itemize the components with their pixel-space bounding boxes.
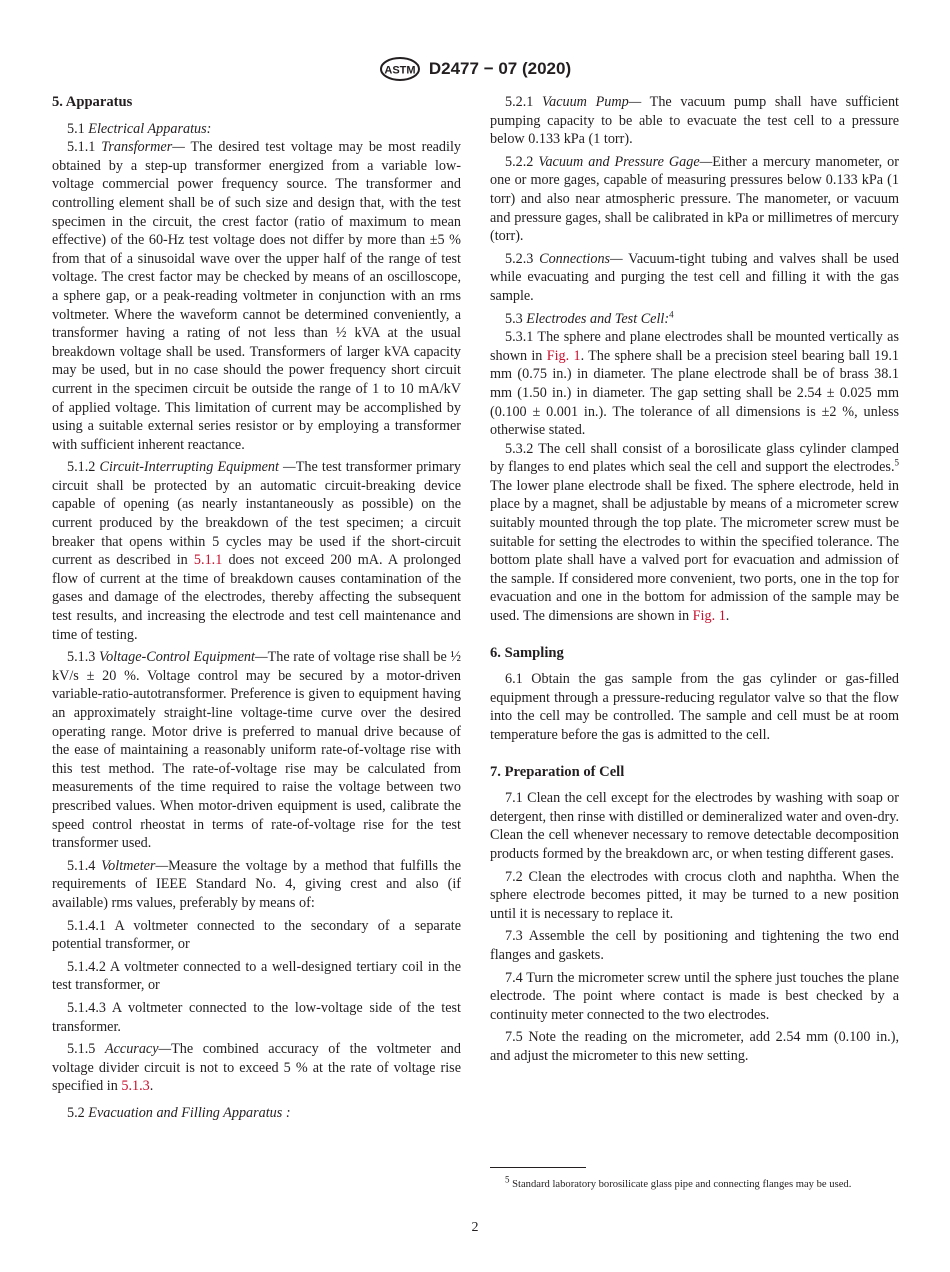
- para-7-1: 7.1 Clean the cell except for the electrodes by washing with soap or detergent, then rinse with distilled or demineralized water and oven-dry. Clean the cell whenever necessary to remove detectable decomposition products formed by the breakdown arc, or when testing different gases.: [490, 790, 899, 862]
- para-5-3: 5.3 Electrodes and Test Cell:$^4$: [505, 308, 674, 327]
- para-5-2-2: 5.2.2 Vacuum and Pressure Gage—Either a mercury manometer, or one or more gages, capable of measuring pressures below 0.133 kPa (1 torr) and also near atmospheric pressure. The manometer, or vacuum and pressure gages, shall be calibrated in kPa or millimetres of mercury (torr).: [490, 153, 899, 245]
- para-7-5: 7.5 Note the reading on the micrometer, add 2.54 mm (0.100 in.), and adjust the micrometer to this new setting.: [490, 1029, 899, 1064]
- fig-1-link[interactable]: Fig. 1: [546, 347, 581, 364]
- footnote-divider: [490, 1167, 586, 1168]
- svg-text:ASTM: ASTM: [384, 64, 416, 77]
- para-5-1: 5.1 Electrical Apparatus:: [67, 120, 212, 137]
- para-5-3-2: 5.3.2 The cell shall consist of a borosilicate glass cylinder clamped by flanges to end plates which seal the cell and support the electrodes.$^5$ The lower plane electrode shall be fixed. The sphere electrode, held in place by a magnet, shall be adjustable by means of a micrometer screw suitably mounted through the top plate. The micrometer screw must be suitable for setting the electrodes to within the specified tolerance. The bottom plate shall have a valved port for evacuation and admission of the sample. If considered more convenient, two ports, one in the top for evacuation and one in the bottom for admission of the sample may be used. The dimensions are shown in Fig. 1.: [490, 440, 899, 625]
- footnote-ref-4: 4: [669, 308, 674, 319]
- para-6-1: 6.1 Obtain the gas sample from the gas cylinder or gas-filled equipment through a pressure-reducing regulator valve so that the flow into the cell may be controlled. The sample and cell must be at room temperature before the gas is admitted to the cell.: [490, 671, 899, 743]
- section-6-title: 6. Sampling: [490, 644, 564, 661]
- para-5-1-1: 5.1.1 Transformer— The desired test voltage may be most readily obtained by a step-up transformer energized from a variable low-voltage commercial power frequency source. The transformer and controlling element shall be of such size and design that, with the test specimen in the circuit, the crest factor (ratio of maximum to mean effective) of the 60-Hz test voltage does not differ by more than ±5 % from that of a sinusoidal wave over the upper half of the range of test voltage. The crest factor may be checked by means of an oscilloscope, a sphere gap, or a peak-reading voltmeter in conjunction with an rms voltmeter. Where the waveform cannot be determined conveniently, a transformer having a rating of not less than ½ kVA at the usual breakdown voltage shall be used. Transformers of larger kVA capacity may be used, but in no case should the power frequency short circuit current in the specimen circuit be outside the range of 1 to 10 mA/kV of applied voltage. This limitation of current may be accomplished by using a suitable external series resistor or by employing a transformer with sufficient inherent reactance.: [52, 139, 461, 453]
- para-5-1-5: 5.1.5 Accuracy—The combined accuracy of the voltmeter and voltage divider circuit is not to exceed 5 % at the rate of voltage rise specified in 5.1.3.: [52, 1041, 461, 1095]
- para-5-2-1: 5.2.1 Vacuum Pump— The vacuum pump shall have sufficient pumping capacity to be able to evacuate the test cell to a pressure below 0.133 kPa (1 torr).: [490, 94, 899, 148]
- para-5-2: 5.2 Evacuation and Filling Apparatus :: [67, 1104, 291, 1121]
- footnote-ref-5: 5: [894, 457, 899, 468]
- para-5-1-4-2: 5.1.4.2 A voltmeter connected to a well-designed tertiary coil in the test transformer, or: [52, 958, 461, 994]
- astm-logo-icon: [379, 56, 421, 82]
- document-id: D2477 − 07 (2020): [428, 59, 572, 78]
- footnote-5: $^5$ Standard laboratory borosilicate glass pipe and connecting flanges may be used.: [505, 1174, 852, 1190]
- para-5-1-2: 5.1.2 Circuit-Interrupting Equipment —The test transformer primary circuit shall be protected by an automatic circuit-breaking device capable of opening (as nearly instantaneously as possible) on the current produced by the breakdown of the test specimen; a circuit breaker that opens within 5 cycles may be used if the short-circuit current as described in 5.1.1 does not exceed 200 mA. A prolonged flow of current at the time of breakdown causes contamination of the gases and damage of the electrodes, thereby affecting the subsequent test results, and increasing the electrode and test cell maintenance and time of testing.: [52, 459, 462, 643]
- para-5-1-4-3: 5.1.4.3 A voltmeter connected to the low-voltage side of the test transformer.: [52, 999, 461, 1035]
- section-5-title: 5. Apparatus: [52, 94, 133, 110]
- para-5-1-4: 5.1.4 Voltmeter—Measure the voltage by a method that fulfills the requirements of IEEE Standard No. 4, giving crest and also (if available) rms values, preferably by means of:: [52, 857, 462, 911]
- fig-1-link[interactable]: Fig. 1: [692, 608, 726, 625]
- section-7-title: 7. Preparation of Cell: [490, 763, 625, 780]
- para-5-2-3: 5.2.3 Connections— Vacuum-tight tubing and valves shall be used while evacuating and purging the test cell and filling it with the gas sample.: [490, 250, 900, 304]
- para-7-2: 7.2 Clean the electrodes with crocus cloth and naphtha. When the sphere electrode becomes pitted, it may be turned to a new position until it is necessary to replace it.: [490, 868, 899, 922]
- left-column: [52, 93, 461, 1126]
- para-5-1-3: 5.1.3 Voltage-Control Equipment—The rate of voltage rise shall be ½ kV/s ± 20 %. Voltage control may be secured by a motor-driven variable-ratio-autotransformer. Preference is given to equipment having an approximately straight-line voltage-time curve over the desired operating range. Motor drive is preferred to manual drive because of the ease of maintaining a reasonably uniform rate-of-voltage rise with this test method. The rate-of-voltage rise may be calculated from measurements of the time required to raise the voltage between two prescribed values. When motor-driven equipment is used, calibrate the speed control rheostat in terms of rate-of-voltage rise for the test transformer used.: [52, 649, 462, 852]
- para-5-3-1: 5.3.1 The sphere and plane electrodes shall be mounted vertically as shown in Fig. 1. The sphere shall be a precision steel bearing ball 19.1 mm (0.75 in.) in diameter. The plane electrode shall be of brass 38.1 mm (1.50 in.) in diameter. The gap setting shall be 2.54 ± 0.025 mm (0.100 ± 0.001 in.). The tolerance of all dimensions is ±2 %, unless otherwise stated.: [490, 329, 900, 439]
- page-number: 2: [471, 1220, 479, 1235]
- right-column: [490, 93, 899, 1070]
- para-5-1-4-1: 5.1.4.1 A voltmeter connected to the secondary of a separate potential transformer, or: [52, 917, 461, 953]
- page-header: [0, 56, 950, 82]
- ref-link-5-1-1[interactable]: 5.1.1: [193, 552, 223, 569]
- para-7-4: 7.4 Turn the micrometer screw until the sphere just touches the plane electrode. The point where contact is made is best checked by a continuity meter connected to the two electrodes.: [490, 969, 899, 1023]
- para-7-3: 7.3 Assemble the cell by positioning and tightening the two end flanges and gaskets.: [490, 928, 899, 963]
- ref-link-5-1-3[interactable]: 5.1.3: [121, 1078, 150, 1095]
